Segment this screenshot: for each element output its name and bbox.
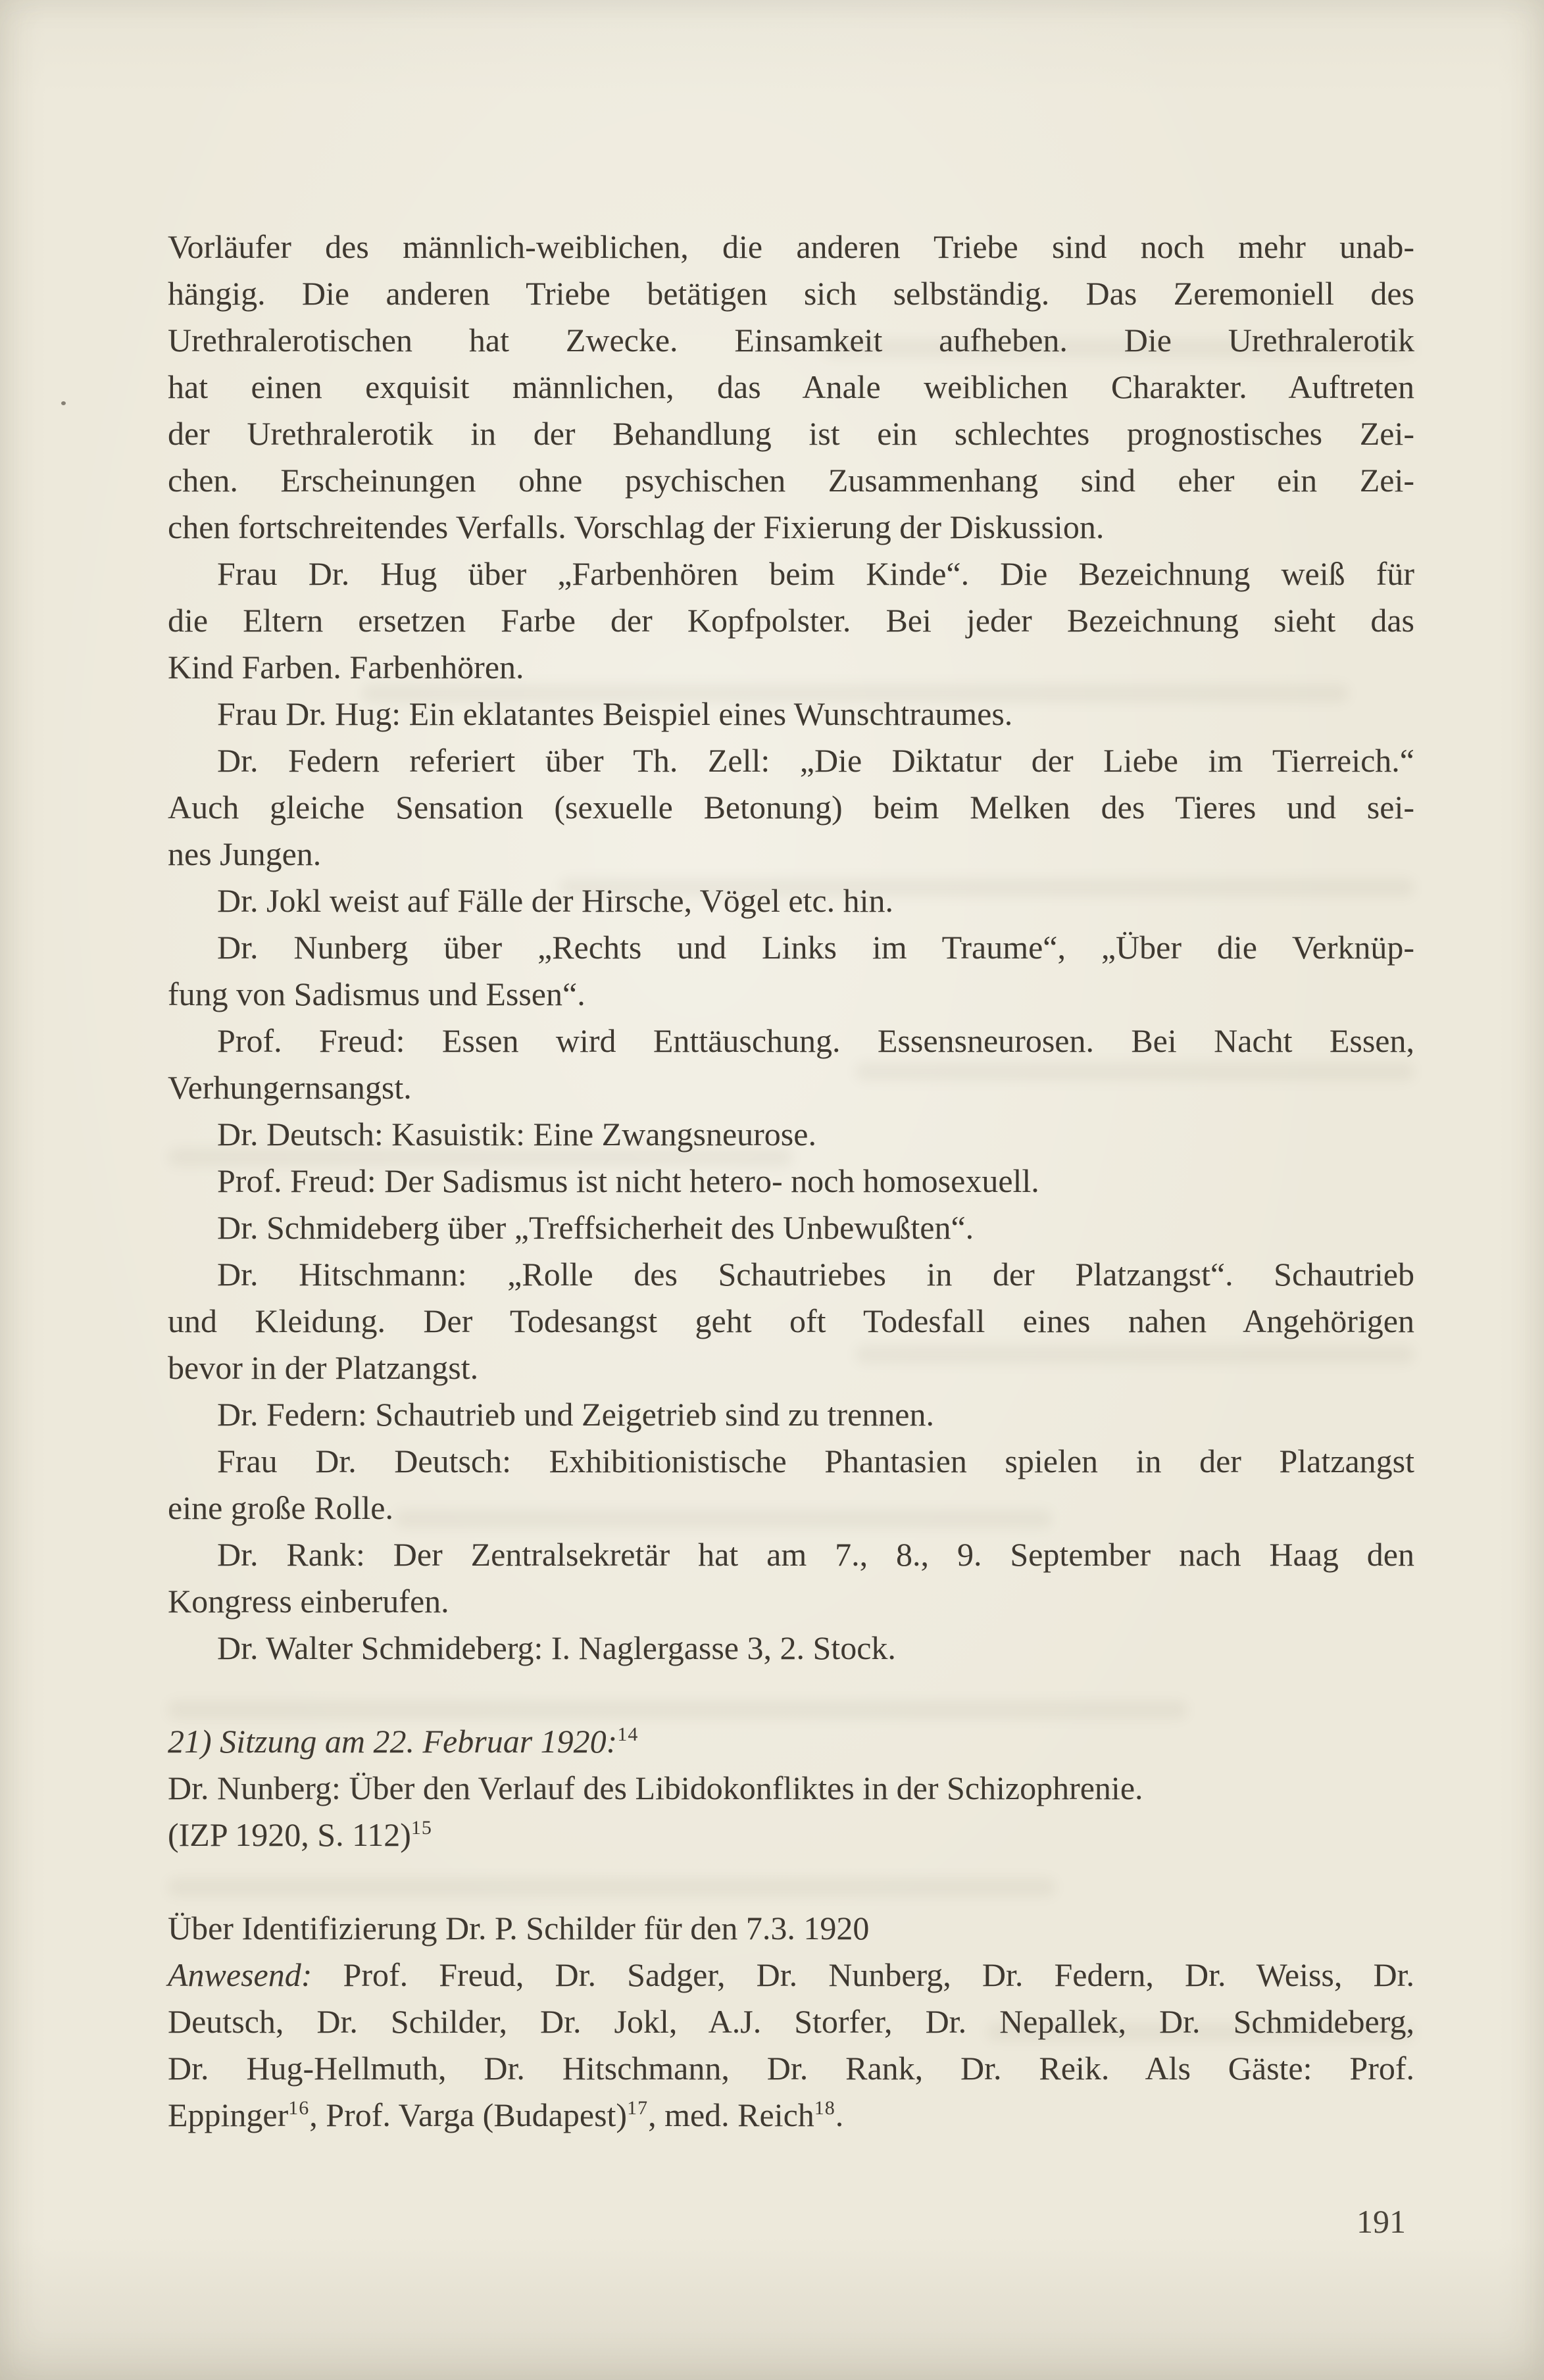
text-line [168, 1952, 1414, 1998]
text-segment: , med. Reich [648, 2096, 814, 2133]
footnote-marker: 17 [627, 2097, 649, 2119]
text-line [168, 1812, 1414, 1858]
text-segment: fung von Sadismus und Essen“. [168, 976, 585, 1012]
text-segment: (IZP 1920, S. 112) [168, 1816, 411, 1853]
text-line [168, 410, 1414, 457]
text-segment: Frau Dr. Hug: Ein eklatantes Beispiel eines Wunschtraumes. [217, 695, 1013, 732]
text-segment: , Prof. Varga (Budapest) [309, 2096, 628, 2133]
text-segment: Dr. Schmideberg über „Treffsicherheit des Unbewußten“. [217, 1209, 974, 1246]
text-line [168, 831, 1414, 878]
page-number: 191 [1357, 2203, 1406, 2240]
text-line [168, 1578, 1414, 1625]
text-line [168, 1438, 1414, 1485]
text-segment: 21) Sitzung am 22. Februar 1920: [168, 1723, 618, 1760]
text-line [168, 1111, 1414, 1158]
text-segment: bevor in der Platzangst. [168, 1349, 479, 1386]
text-segment: Prof. Freud, Dr. Sadger, Dr. Nunberg, Dr. Federn, Dr. Weiss, Dr. [312, 1956, 1414, 1993]
text-line [168, 924, 1414, 971]
text-segment: Auch gleiche Sensation (sexuelle Betonung) beim Melken des Tieres und sei- [168, 789, 1414, 826]
text-line [168, 878, 1414, 924]
text-line [168, 597, 1414, 644]
text-line [168, 1765, 1414, 1812]
text-line [168, 504, 1414, 551]
text-segment: Kongress einberufen. [168, 1583, 449, 1620]
text-segment: Prof. Freud: Essen wird Enttäuschung. Essensneurosen. Bei Nacht Essen, [217, 1022, 1414, 1059]
footnote-marker: 18 [814, 2097, 835, 2119]
text-segment: Verhungernsangst. [168, 1069, 412, 1106]
text-segment: hängig. Die anderen Triebe betätigen sich selbständig. Das Zeremoniell des [168, 275, 1414, 312]
text-segment: Anwesend: [168, 1956, 312, 1993]
text-line [168, 2092, 1414, 2139]
text-line [168, 1718, 1414, 1765]
text-line [168, 270, 1414, 317]
text-line [168, 1391, 1414, 1438]
text-line [168, 1905, 1414, 1952]
page-text-block [168, 224, 1414, 2139]
text-segment: Prof. Freud: Der Sadismus ist nicht hetero- noch homosexuell. [217, 1162, 1039, 1199]
text-line [168, 737, 1414, 784]
text-segment: Urethralerotischen hat Zwecke. Einsamkeit aufheben. Die Urethralerotik [168, 322, 1414, 359]
text-segment: Kind Farben. Farbenhören. [168, 649, 524, 685]
text-line [168, 644, 1414, 691]
text-segment: Deutsch, Dr. Schilder, Dr. Jokl, A.J. Storfer, Dr. Nepallek, Dr. Schmideberg, [168, 2003, 1414, 2040]
text-segment: Dr. Nunberg über „Rechts und Links im Traume“, „Über die Verknüp- [217, 929, 1414, 966]
text-segment: Frau Dr. Hug über „Farbenhören beim Kinde“. Die Bezeichnung weiß für [217, 555, 1414, 592]
text-segment: eine große Rolle. [168, 1489, 393, 1526]
footnote-marker: 14 [617, 1723, 639, 1745]
text-line [168, 784, 1414, 831]
text-segment: Eppinger [168, 2096, 289, 2133]
text-line [168, 1625, 1414, 1672]
text-line [168, 691, 1414, 737]
text-line [168, 317, 1414, 364]
footnote-marker: 15 [411, 1817, 432, 1839]
text-segment: Dr. Rank: Der Zentralsekretär hat am 7., 8., 9. September nach Haag den [217, 1536, 1414, 1573]
text-line [168, 224, 1414, 270]
text-segment: chen fortschreitendes Verfalls. Vorschlag der Fixierung der Diskussion. [168, 508, 1105, 545]
text-line [168, 1018, 1414, 1064]
text-line [168, 1998, 1414, 2045]
text-line [168, 2045, 1414, 2092]
text-segment: chen. Erscheinungen ohne psychischen Zusammenhang sind eher ein Zei- [168, 462, 1414, 499]
text-segment: Dr. Nunberg: Über den Verlauf des Libidokonfliktes in der Schizophrenie. [168, 1770, 1143, 1806]
text-line [168, 1485, 1414, 1531]
text-line [168, 1345, 1414, 1391]
text-segment: Über Identifizierung Dr. P. Schilder für den 7.3. 1920 [168, 1910, 870, 1946]
text-segment: Vorläufer des männlich-weiblichen, die anderen Triebe sind noch mehr unab- [168, 228, 1414, 265]
ink-speck [61, 401, 66, 405]
text-segment: Dr. Federn: Schautrieb und Zeigetrieb sind zu trennen. [217, 1396, 934, 1433]
footnote-marker: 16 [288, 2097, 310, 2119]
text-line [168, 364, 1414, 410]
text-segment: Dr. Jokl weist auf Fälle der Hirsche, Vögel etc. hin. [217, 882, 894, 919]
text-segment: Frau Dr. Deutsch: Exhibitionistische Phantasien spielen in der Platzangst [217, 1443, 1414, 1479]
text-line [168, 1158, 1414, 1204]
text-line [168, 551, 1414, 597]
text-segment: Dr. Federn referiert über Th. Zell: „Die Diktatur der Liebe im Tierreich.“ [217, 742, 1414, 779]
text-line [168, 1251, 1414, 1298]
text-segment: hat einen exquisit männlichen, das Anale weiblichen Charakter. Auftreten [168, 368, 1414, 405]
text-line [168, 457, 1414, 504]
text-segment: Dr. Hug-Hellmuth, Dr. Hitschmann, Dr. Rank, Dr. Reik. Als Gäste: Prof. [168, 2050, 1414, 2087]
text-line [168, 1204, 1414, 1251]
text-segment: die Eltern ersetzen Farbe der Kopfpolster. Bei jeder Bezeichnung sieht das [168, 602, 1414, 639]
text-segment: Dr. Hitschmann: „Rolle des Schautriebes in der Platzangst“. Schautrieb [217, 1256, 1414, 1293]
text-segment: und Kleidung. Der Todesangst geht oft Todesfall eines nahen Angehörigen [168, 1302, 1414, 1339]
text-line [168, 971, 1414, 1018]
text-line [168, 1298, 1414, 1345]
text-segment: nes Jungen. [168, 835, 322, 872]
text-segment: Dr. Deutsch: Kasuistik: Eine Zwangsneurose. [217, 1116, 816, 1153]
text-line [168, 1531, 1414, 1578]
text-segment: Dr. Walter Schmideberg: I. Naglergasse 3, 2. Stock. [217, 1629, 896, 1666]
text-line [168, 1064, 1414, 1111]
text-segment: der Urethralerotik in der Behandlung ist ein schlechtes prognostisches Zei- [168, 415, 1414, 452]
text-segment: . [835, 2096, 844, 2133]
